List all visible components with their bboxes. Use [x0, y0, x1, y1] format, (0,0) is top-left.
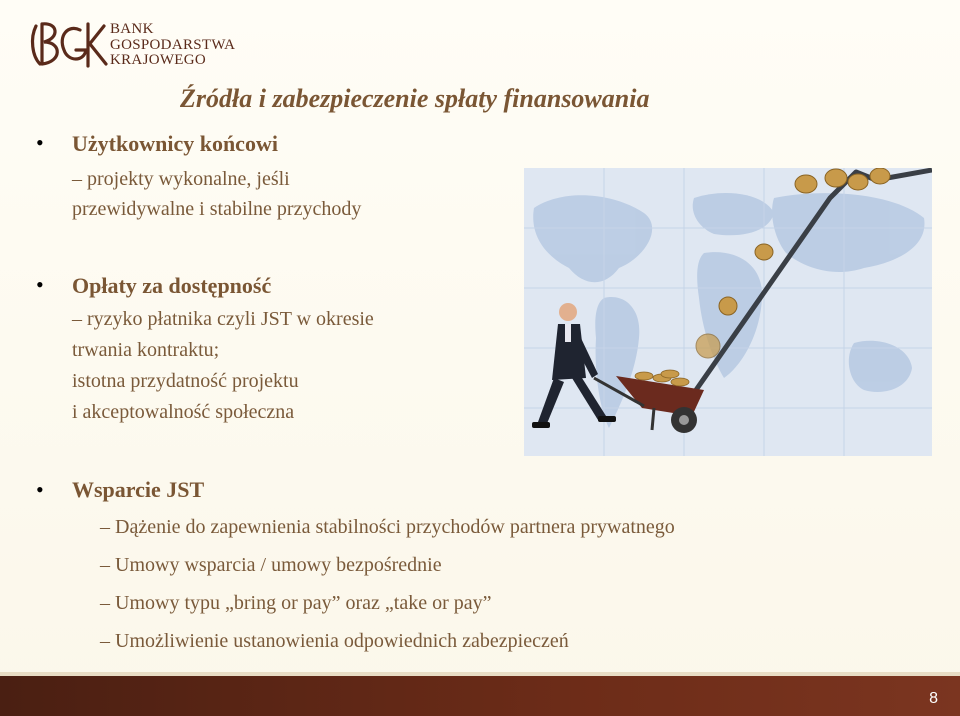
section-1-line-2: przewidywalne i stabilne przychody — [72, 198, 362, 220]
section-2-line-1: – ryzyko płatnika czyli JST w okresie — [72, 308, 374, 330]
bank-name-line-3: KRAJOWEGO — [110, 52, 207, 68]
bank-name — [110, 22, 235, 69]
section-3-line-3: – Umowy typu „bring or pay” oraz „take or pay” — [100, 592, 492, 614]
bank-name-line-2: GOSPODARSTWA — [110, 36, 236, 53]
slide-title: Źródła i zabezpieczenie spłaty finansowania — [180, 84, 650, 113]
bgk-monogram-icon — [28, 16, 108, 72]
section-2-line-2: trwania kontraktu; — [72, 339, 220, 361]
bgk-logo — [28, 16, 248, 76]
section-title-availability-fees: Opłaty za dostępność — [72, 273, 272, 298]
businessman-wheelbarrow-coins-graph-icon — [524, 168, 932, 456]
section-title-users: Użytkownicy końcowi — [72, 131, 278, 156]
section-title-jst-support: Wsparcie JST — [72, 477, 205, 502]
section-2-line-3: istotna przydatność projektu — [72, 370, 299, 392]
section-2-line-4: i akceptowalność społeczna — [72, 401, 295, 423]
bullet-2: • — [36, 272, 44, 297]
page-number: 8 — [929, 690, 938, 707]
section-3-line-2: – Umowy wsparcia / umowy bezpośrednie — [100, 554, 442, 576]
section-1-line-1: – projekty wykonalne, jeśli — [72, 168, 290, 190]
footer-bar — [0, 676, 960, 716]
section-3-line-1: – Dążenie do zapewnienia stabilności przychodów partnera prywatnego — [100, 516, 675, 538]
bullet-3: • — [36, 477, 44, 502]
bank-name-line-1: BANK — [110, 21, 154, 37]
bullet-1: • — [36, 130, 44, 155]
illustration — [524, 168, 932, 456]
svg-text:BGK: BGK — [68, 20, 71, 21]
section-3-line-4: – Umożliwienie ustanowienia odpowiednich zabezpieczeń — [100, 630, 569, 652]
